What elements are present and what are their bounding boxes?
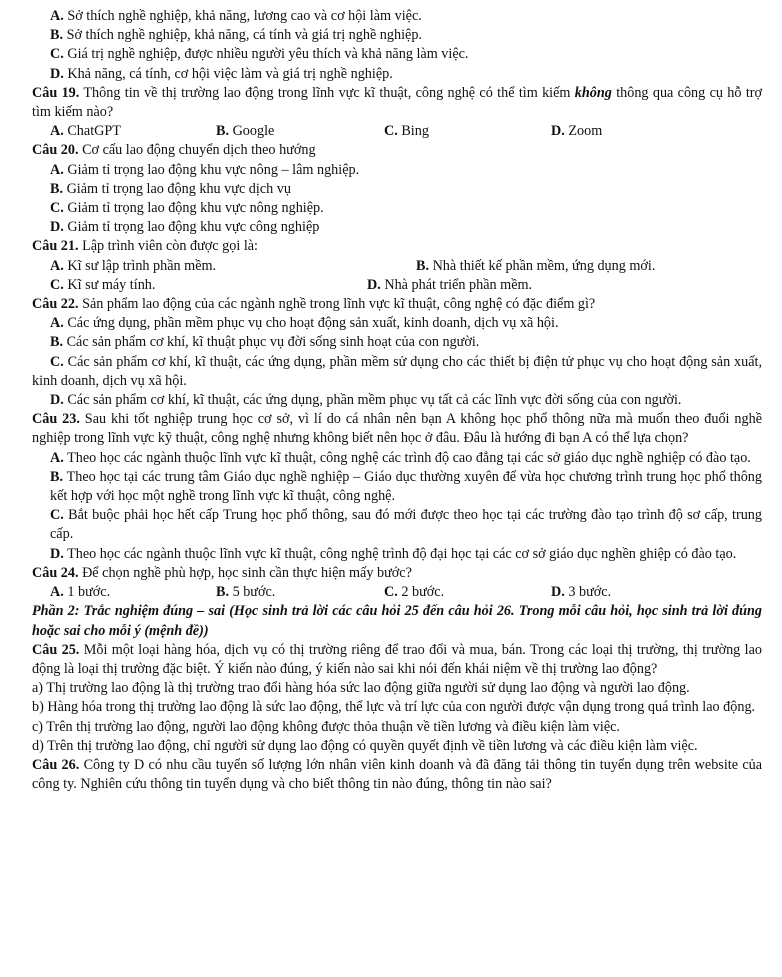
- q22-option-d: D. Các sản phẩm cơ khí, kĩ thuật, các ứng dụng, phần mềm phục vụ tất cả các lĩnh vực đời sống của con người.: [50, 392, 682, 409]
- q21-option-d: D. Nhà phát triển phần mềm.: [367, 276, 533, 293]
- q19-option-d: D. Zoom: [551, 123, 603, 140]
- q23-option-b: B. Theo học tại các trung tâm Giáo dục nghề nghiệp – Giáo dục thường xuyên để vừa học chương trình trung học phổ thông kết hợp với học một nghề trong lĩnh vực kĩ thuật, công nghệ.: [50, 468, 762, 505]
- q23-option-a: A. Theo học các ngành thuộc lĩnh vực kĩ thuật, công nghệ các trình độ cao đẳng tại các sở giáo dục nghề nghiệp có đào tạo.: [50, 449, 751, 466]
- q21-option-c: C. Kĩ sư máy tính.: [50, 276, 156, 293]
- q23-option-c: C. Bắt buộc phải học hết cấp Trung học phổ thông, sau đó mới được theo học tại các trường đào tạo trình độ sơ cấp, trung cấp.: [50, 507, 762, 543]
- q24-option-b: B. 5 bước.: [216, 584, 276, 601]
- q21-option-b: B. Nhà thiết kế phần mềm, ứng dụng mới.: [416, 257, 656, 274]
- q26-stem: Câu 26. Công ty D có nhu cầu tuyển số lượng lớn nhân viên kinh doanh và đã đăng tải thông tin tuyển dụng trên website của công ty. Nghiên cứu thông tin tuyển dụng và cho biết thông tin nào đúng, thông tin nào sai?: [32, 756, 763, 793]
- q23-stem: Câu 23. Sau khi tốt nghiệp trung học cơ sở, vì lí do cá nhân nên bạn A không học phổ thông nữa mà muốn theo đuổi nghề nghiệp trong lĩnh vực kỹ thuật, công nghệ nhưng không biết nên học ở đâu. Đâu là hướng đi bạn A có thể lựa chọn?: [32, 411, 762, 447]
- q25-item-d: d) Trên thị trường lao động, chỉ người sử dụng lao động có quyền quyết định về tiền lương và các điều kiện làm việc.: [32, 737, 698, 754]
- q22-option-b: B. Các sản phẩm cơ khí, kĩ thuật phục vụ đời sống sinh hoạt của con người.: [50, 334, 480, 351]
- q22-option-a: A. Các ứng dụng, phần mềm phục vụ cho hoạt động sản xuất, kinh doanh, dịch vụ xã hội.: [50, 315, 559, 332]
- q24-option-a: A. 1 bước.: [50, 584, 111, 601]
- q19-stem: Câu 19. Thông tin về thị trường lao động trong lĩnh vực kĩ thuật, công nghệ có thể tìm kiếm không thông qua công cụ hỗ trợ tìm kiếm nào?: [32, 84, 762, 121]
- q21-option-a: A. Kĩ sư lập trình phần mềm.: [50, 257, 217, 274]
- q20-stem: Câu 20. Cơ cấu lao động chuyển dịch theo hướng: [32, 142, 316, 159]
- q19-option-a: A. ChatGPT: [50, 123, 121, 140]
- q25-item-a: a) Thị trường lao động là thị trường trao đổi hàng hóa sức lao động giữa người sử dụng lao động và người lao động.: [32, 680, 690, 697]
- q24-options: [32, 583, 762, 602]
- q25-stem: Câu 25. Mỗi một loại hàng hóa, dịch vụ có thị trường riêng để trao đổi và mua, bán. Trong các loại thị trường, thị trường lao động là loại thị trường đặc biệt. Ý kiến nào đúng, ý kiến nào sai khi nói đến khái niệm về thị trường lao động?: [32, 641, 762, 677]
- q20-option-d: D. Giảm tỉ trọng lao động khu vực công nghiệp: [50, 219, 320, 236]
- q19-options: [32, 122, 762, 141]
- q18-option-c: C. Giá trị nghề nghiệp, được nhiều người yêu thích và khả năng làm việc.: [50, 46, 469, 63]
- q25-item-c: c) Trên thị trường lao động, người lao động không được thỏa thuận về tiền lương và điều kiện làm việc.: [32, 718, 620, 735]
- q19-option-b: B. Google: [216, 123, 275, 140]
- q18-option-d: D. Khả năng, cá tính, cơ hội việc làm và giá trị nghề nghiệp.: [50, 65, 393, 82]
- q20-option-a: A. Giảm tỉ trọng lao động khu vực nông – lâm nghiệp.: [50, 161, 360, 178]
- q23-option-d: D. Theo học các ngành thuộc lĩnh vực kĩ thuật, công nghệ trình độ đại học tại các cơ sở giáo dục nghền ghiệp có đào tạo.: [50, 545, 737, 562]
- q21-stem: Câu 21. Lập trình viên còn được gọi là:: [32, 238, 258, 255]
- q25-item-b: b) Hàng hóa trong thị trường lao động là sức lao động, thể lực và trí lực của con người được vận dụng trong quá trình lao động.: [32, 699, 756, 716]
- q24-option-d: D. 3 bước.: [551, 584, 612, 601]
- q20-option-b: B. Giảm tỉ trọng lao động khu vực dịch vụ: [50, 180, 291, 197]
- q24-stem: Câu 24. Để chọn nghề phù hợp, học sinh cần thực hiện mấy bước?: [32, 564, 412, 581]
- part2-heading: Phần 2: Trắc nghiệm đúng – sai (Học sinh trả lời các câu hỏi 25 đến câu hỏi 26. Trong mỗi câu hỏi, học sinh trả lời đúng hoặc sai cho mỗi ý (mệnh đề)): [32, 603, 762, 639]
- q24-option-c: C. 2 bước.: [384, 584, 445, 601]
- q21-options-row2: [32, 276, 762, 295]
- q22-stem: Câu 22. Sản phẩm lao động của các ngành nghề trong lĩnh vực kĩ thuật, công nghệ có đặc điểm gì?: [32, 296, 596, 313]
- q20-option-c: C. Giảm tỉ trọng lao động khu vực nông nghiệp.: [50, 200, 324, 217]
- q18-option-b: B. Sở thích nghề nghiệp, khả năng, cá tính và giá trị nghề nghiệp.: [50, 27, 422, 44]
- q22-option-c: C. Các sản phẩm cơ khí, kĩ thuật, các ứng dụng, phần mềm sử dụng cho các thiết bị điện tử phục vụ cho hoạt động sản xuất, kinh doanh, dịch vụ xã hội.: [32, 353, 763, 389]
- q18-option-a: A. Sở thích nghề nghiệp, khả năng, lương cao và cơ hội làm việc.: [50, 8, 422, 24]
- q21-options-row1: [32, 257, 762, 276]
- q19-option-c: C. Bing: [384, 123, 429, 140]
